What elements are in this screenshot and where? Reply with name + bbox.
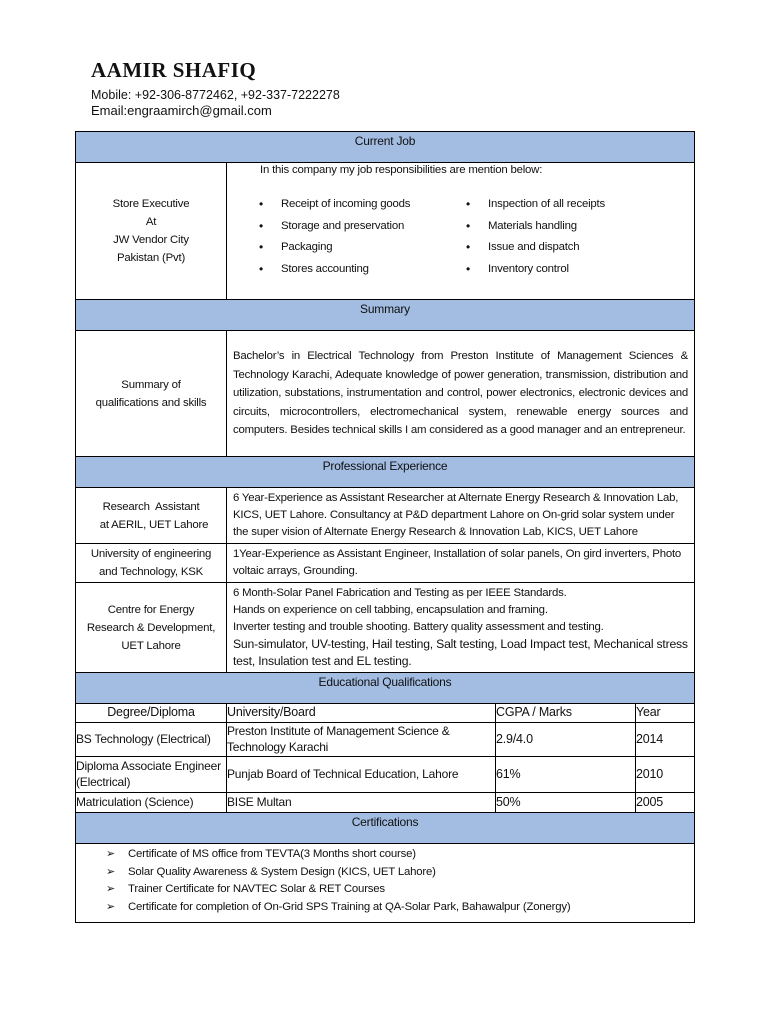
certifications-list-cell	[76, 844, 695, 923]
email-address: Email:engraamirch@gmail.com	[91, 103, 272, 118]
list-item: • Receipt of incoming goods	[255, 194, 462, 216]
list-item: ➢ Trainer Certificate for NAVTEC Solar & RET Courses	[106, 881, 694, 899]
experience-description: 6 Year-Experience as Assistant Researcher at Alternate Energy Research & Innovation Lab, KICS, UET Lahore. Consultancy at P&D department Lahore on On-grid solar system under the super vision of Alternate Energy Research & Innovation Lab, KICS, UET Lahore	[227, 488, 695, 544]
experience-org: Centre for Energy Research & Development, UET Lahore	[76, 583, 227, 673]
current-job-position: Store Executive At JW Vendor City Pakistan (Pvt)	[76, 163, 227, 300]
column-header: CGPA / Marks	[496, 704, 636, 723]
section-education: Educational Qualifications	[76, 673, 695, 704]
list-item: • Packaging	[255, 237, 462, 259]
list-item: ➢ Solar Quality Awareness & System Design (KICS, UET Lahore)	[106, 864, 694, 882]
degree-cell: BS Technology (Electrical)	[76, 723, 227, 757]
list-item: • Storage and preservation	[255, 216, 462, 238]
list-item: ➢ Certificate of MS office from TEVTA(3 Months short course)	[106, 846, 694, 864]
list-item: • Inventory control	[462, 259, 669, 281]
experience-description: 1Year-Experience as Assistant Engineer, Installation of solar panels, On gird inverters, Photo voltaic arrays, Grounding.	[227, 544, 695, 583]
column-header: Degree/Diploma	[76, 704, 227, 723]
experience-org: University of engineering and Technology, KSK	[76, 544, 227, 583]
year-cell: 2014	[636, 723, 695, 757]
section-current-job: Current Job	[76, 132, 695, 163]
section-certifications: Certifications	[76, 813, 695, 844]
experience-description: 6 Month-Solar Panel Fabrication and Testing as per IEEE Standards. Hands on experience on cell tabbing, encapsulation and framing. Inverter testing and trouble shooting. Battery quality assessment and testing. Sun-simulator, UV-testing, Hail testing, Salt testing, Load Impact test, Mechanical stress test, Insulation test and EL testing.	[227, 583, 695, 673]
mobile-numbers: Mobile: +92-306-8772462, +92-337-7222278	[91, 88, 340, 102]
job-intro: In this company my job responsibilities are mention below:	[260, 164, 543, 176]
summary-label: Summary of qualifications and skills	[76, 331, 227, 457]
list-item: • Stores accounting	[255, 259, 462, 281]
table-row	[76, 757, 695, 793]
list-item: • Materials handling	[462, 216, 669, 238]
list-item: • Inspection of all receipts	[462, 194, 669, 216]
certifications-list	[76, 844, 694, 922]
marks-cell: 61%	[496, 757, 636, 793]
table-row	[76, 723, 695, 757]
responsibilities-right	[462, 194, 669, 281]
column-header: University/Board	[227, 704, 496, 723]
section-summary: Summary	[76, 300, 695, 331]
board-cell: BISE Multan	[227, 793, 496, 813]
cv-header	[91, 58, 340, 119]
candidate-name: AAMIR SHAFIQ	[91, 58, 257, 82]
column-header: Year	[636, 704, 695, 723]
summary-text: Bachelor’s in Electrical Technology from Preston Institute of Management Sciences & Technology Karachi, Adequate knowledge of power generation, transmission, distribution and utilization, substations, instrumentation and control, power electronics, electronic devices and circuits, microcontrollers, electromechanical system, renewable energy sources and computers. Besides technical skills I am considered as a good manager and an entrepreneur.	[227, 331, 695, 457]
responsibilities-left	[255, 194, 462, 281]
list-item: • Issue and dispatch	[462, 237, 669, 259]
degree-cell: Matriculation (Science)	[76, 793, 227, 813]
degree-cell: Diploma Associate Engineer (Electrical)	[76, 757, 227, 793]
cv-table	[75, 131, 695, 923]
year-cell: 2005	[636, 793, 695, 813]
board-cell: Preston Institute of Management Science & Technology Karachi	[227, 723, 496, 757]
section-professional-experience: Professional Experience	[76, 457, 695, 488]
experience-org: Research Assistant at AERIL, UET Lahore	[76, 488, 227, 544]
marks-cell: 50%	[496, 793, 636, 813]
marks-cell: 2.9/4.0	[496, 723, 636, 757]
education-header-row	[76, 704, 695, 723]
year-cell: 2010	[636, 757, 695, 793]
board-cell: Punjab Board of Technical Education, Lahore	[227, 757, 496, 793]
job-responsibilities	[227, 163, 695, 300]
list-item: ➢ Certificate for completion of On-Grid SPS Training at QA-Solar Park, Bahawalpur (Zonergy)	[106, 899, 694, 917]
table-row	[76, 793, 695, 813]
